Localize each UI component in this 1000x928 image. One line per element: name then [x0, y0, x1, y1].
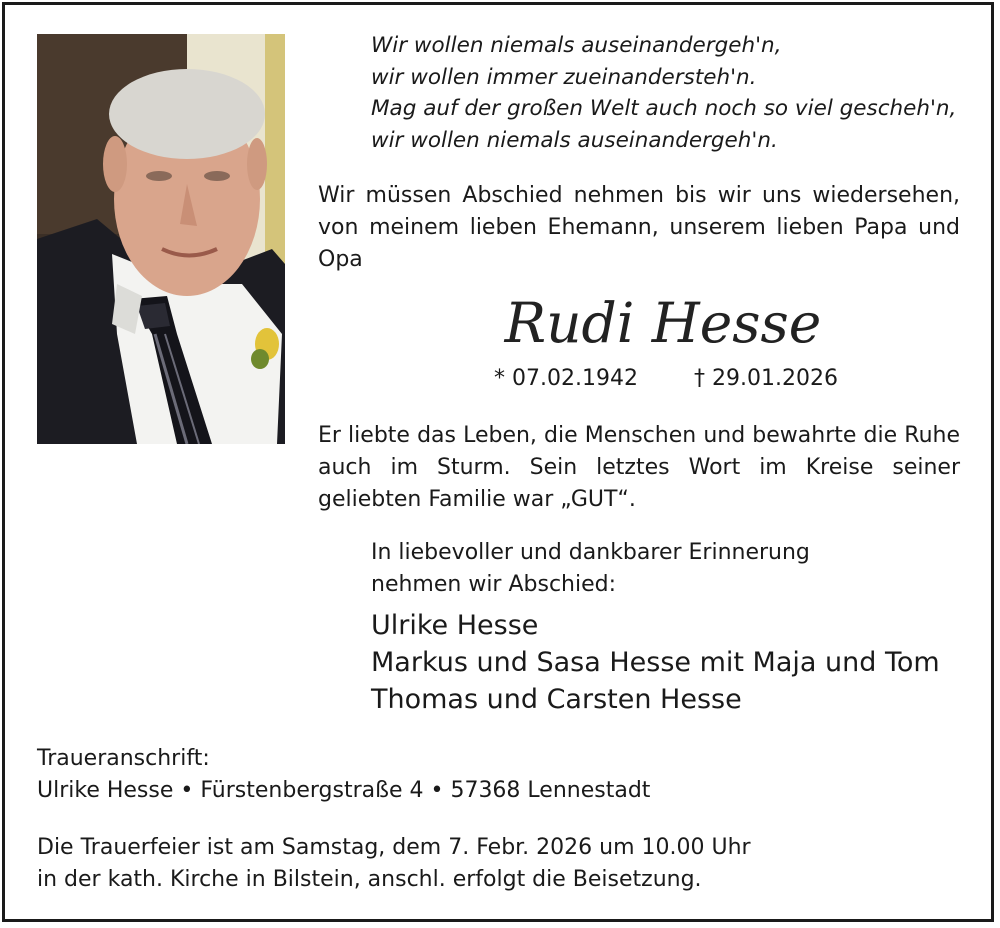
intro-text: Wir müssen Abschied nehmen bis wir uns wiedersehen, von meinem lieben Ehemann, unserem lieben Papa und Opa — [318, 183, 960, 272]
death-date: † 29.01.2026 — [694, 366, 838, 391]
farewell-text — [371, 537, 971, 601]
mourners-list — [371, 607, 991, 718]
poem-line: Mag auf der großen Welt auch noch so viel gescheh'n, — [371, 96, 957, 121]
poem-verse — [371, 30, 971, 156]
mourning-address — [37, 743, 937, 807]
portrait-photo — [37, 34, 285, 444]
birth-date: * 07.02.1942 — [494, 366, 638, 391]
deceased-name: Rudi Hesse — [504, 291, 822, 355]
poem-line: wir wollen immer zueinandersteh'n. — [371, 64, 757, 90]
mourner-name: Ulrike Hesse — [371, 610, 539, 641]
poem-line: wir wollen niemals auseinandergeh'n. — [371, 127, 778, 153]
funeral-line: Die Trauerfeier ist am Samstag, dem 7. Febr. 2026 um 10.00 Uhr — [37, 835, 751, 860]
farewell-line: nehmen wir Abschied: — [371, 572, 617, 597]
about-text: Er liebte das Leben, die Menschen und bewahrte die Ruhe auch im Sturm. Sein letztes Wort im Kreise seiner geliebten Familie war „GUT“. — [318, 423, 960, 512]
poem-line: Wir wollen niemals auseinandergeh'n, — [371, 33, 782, 58]
mourner-name: Markus und Sasa Hesse mit Maja und Tom — [371, 647, 940, 678]
funeral-line: in der kath. Kirche in Bilstein, anschl. erfolgt die Beisetzung. — [37, 867, 702, 892]
address-line: Ulrike Hesse • Fürstenbergstraße 4 • 57368 Lennestadt — [37, 778, 651, 803]
farewell-line: In liebevoller und dankbarer Erinnerung — [371, 540, 810, 565]
mourner-name: Thomas und Carsten Hesse — [371, 684, 742, 715]
funeral-info — [37, 832, 937, 896]
address-label: Traueranschrift: — [37, 746, 210, 771]
